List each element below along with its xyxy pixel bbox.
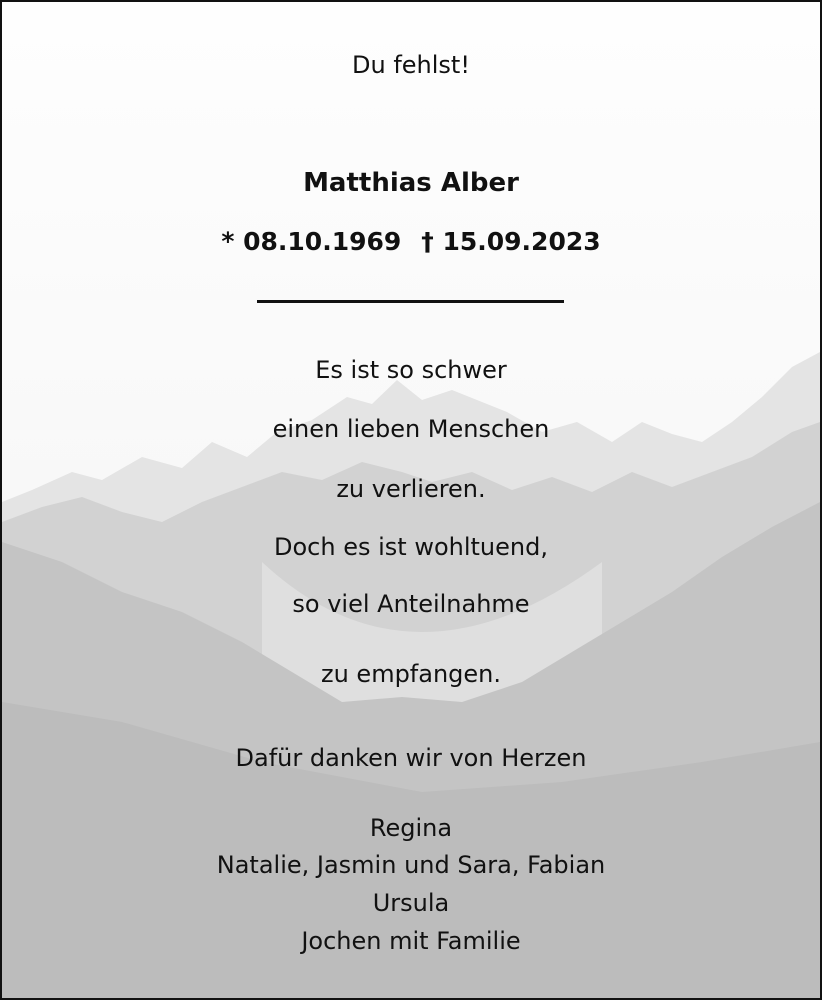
signer: Regina xyxy=(369,814,453,842)
verse-line: Doch es ist wohltuend, xyxy=(274,533,548,561)
divider-line xyxy=(257,300,564,303)
verse-line: so viel Anteilnahme xyxy=(292,590,530,618)
signer: Jochen mit Familie xyxy=(301,927,521,955)
thanks-line: Dafür danken wir von Herzen xyxy=(235,744,587,772)
verse-line: zu empfangen. xyxy=(320,660,502,688)
greeting: Du fehlst! xyxy=(352,51,470,79)
signer: Natalie, Jasmin und Sara, Fabian xyxy=(216,851,606,879)
death-date: † 15.09.2023 xyxy=(421,227,601,256)
life-dates xyxy=(2,227,820,256)
signer: Ursula xyxy=(372,889,450,917)
verse-line: einen lieben Menschen xyxy=(272,415,550,443)
verse-line: Es ist so schwer xyxy=(315,356,507,384)
verse-line: zu verlieren. xyxy=(336,475,486,503)
deceased-name: Matthias Alber xyxy=(303,168,519,198)
birth-date: * 08.10.1969 xyxy=(221,227,402,256)
